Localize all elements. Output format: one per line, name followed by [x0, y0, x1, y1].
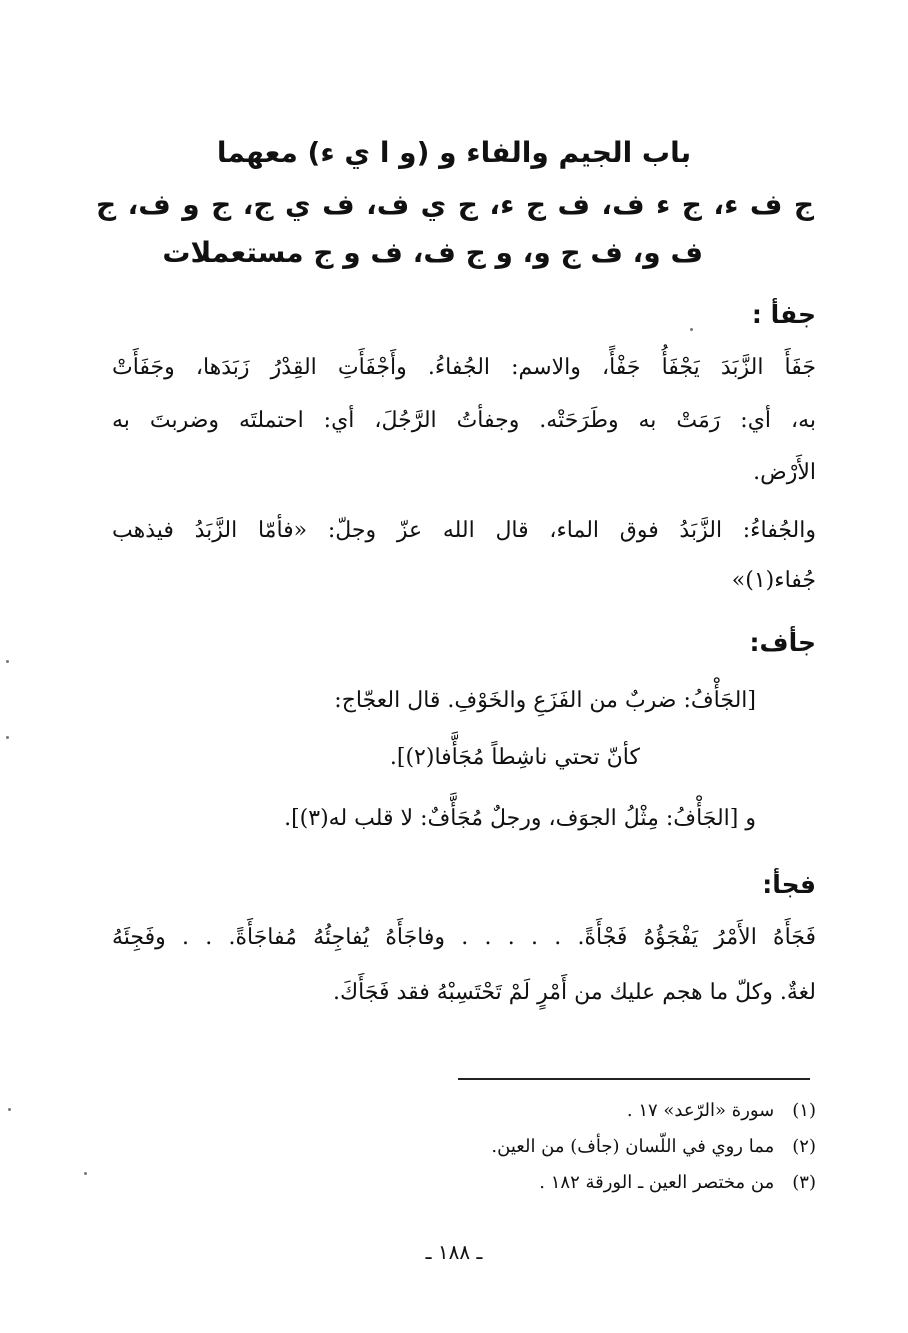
footnote-3	[539, 1172, 816, 1193]
footnote-number: (٢)	[792, 1136, 816, 1157]
scan-speck	[690, 328, 693, 331]
entry-line: الأَرْض.	[753, 460, 816, 485]
chapter-roots-line-2: ف و، ف ج و، و ج ف، ف و ج مستعملات	[162, 236, 703, 269]
entry-line: فَجَأَهُ الأَمْرُ يَفْجَؤُهُ فَجْأَةً. . . . . . وفاجَأَهُ يُفاجِئُهُ مُفاجَأَةً. . . وفَجِئَهُ	[112, 925, 816, 950]
entry-line: والجُفاءُ: الزَّبَدُ فوق الماء، قال الله عزّ وجلّ: «فأمّا الزَّبَدُ فيذهب	[112, 518, 816, 543]
footnote-1	[627, 1100, 816, 1121]
entry-line: لغةٌ. وكلّ ما هجم عليك من أَمْرٍ لَمْ تَحْتَسِبْهُ فقد فَجَأَكَ.	[333, 980, 816, 1005]
entry-line: به، أي: رَمَتْ به وطَرَحَتْه. وجفأتُ الرَّجُلَ، أي: احتملتَه وضربتَ به	[112, 408, 816, 433]
scan-speck	[8, 1108, 11, 1111]
footnote-2	[491, 1136, 816, 1157]
footnote-rule	[458, 1078, 810, 1080]
footnote-text: من مختصر العين ـ الورقة ١٨٢ .	[539, 1172, 775, 1193]
chapter-roots-line-1: ج ف ء، ج ء ف، ف ج ء، ج ي ف، ف ي ج، ج و ف، ج	[96, 188, 814, 221]
page-number: ـ ١٨٨ ـ	[425, 1240, 483, 1264]
scan-speck	[84, 1172, 87, 1175]
chapter-title: باب الجيم والفاء و (و ا ي ء) معهما	[216, 136, 692, 169]
entry-line: [الجَأْفُ: ضربٌ من الفَزَعِ والخَوْفِ. قال العجّاج:	[334, 688, 756, 713]
entry-head-fja: فجأ:	[762, 870, 816, 899]
scan-speck	[6, 736, 9, 739]
entry-head-jf: جفأ :	[751, 300, 816, 329]
entry-line: و [الجَأْفُ: مِثْلُ الجوَف، ورجلٌ مُجَأَّفٌ: لا قلب له(٣)].	[284, 806, 756, 831]
footnote-text: مما روي في اللّسان (جأف) من العين.	[491, 1136, 775, 1157]
footnote-number: (٣)	[792, 1172, 816, 1193]
footnote-text: سورة «الرّعد» ١٧ .	[626, 1100, 775, 1121]
entry-line: جَفَأَ الزَّبَدَ يَجْفَأُ جَفْأً، والاسم: الجُفاءُ. وأَجْفَأَتِ القِدْرُ زَبَدَها، وجَفَأَتْ	[112, 355, 816, 380]
entry-head-jaf: جأف:	[749, 628, 816, 657]
entry-line: جُفاء(١)»	[731, 568, 816, 593]
verse-line: كأنّ تحتي ناشِطاً مُجَأَّفا(٢)].	[389, 745, 640, 770]
scan-speck	[6, 660, 9, 663]
footnote-number: (١)	[792, 1100, 816, 1121]
